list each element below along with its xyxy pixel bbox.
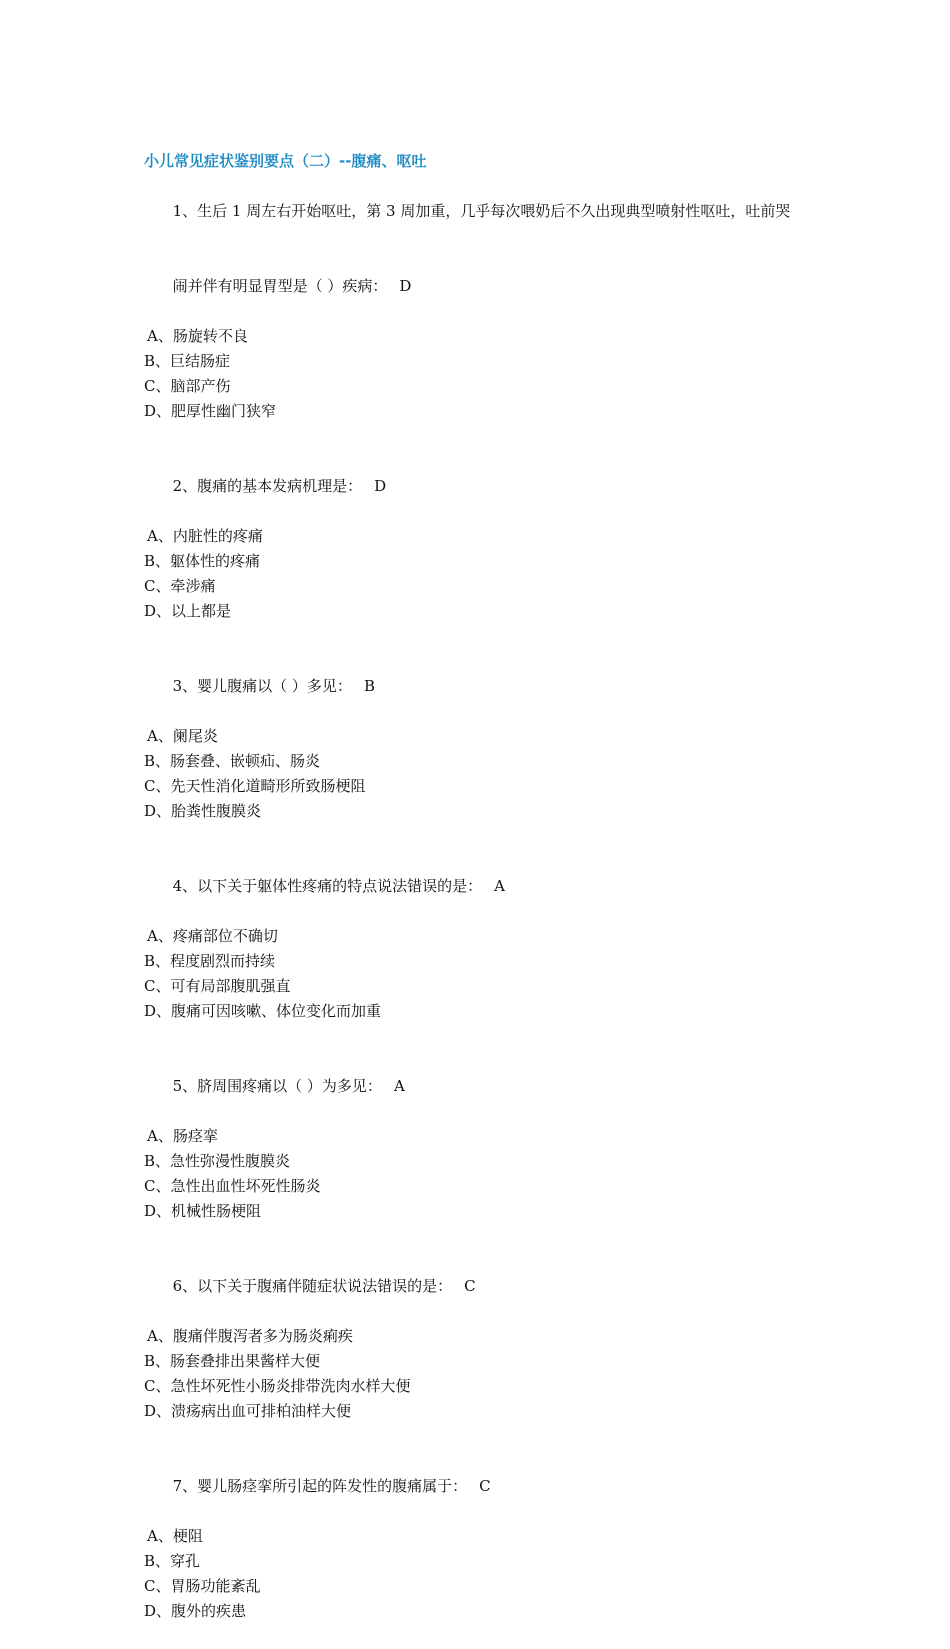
question-stem-text: 1、生后 1 周左右开始呕吐，第 3 周加重，几乎每次喂奶后不久出现典型喷射性呕吐，吐前哭 [172, 202, 791, 220]
question-stem [144, 649, 824, 724]
option-d: D、机械性肠梗阻 [144, 1202, 262, 1220]
option-c: C、先天性消化道畸形所致肠梗阻 [144, 777, 366, 795]
option-a: A、阑尾炎 [147, 727, 218, 745]
question-stem-text: 闹并伴有明显胃型是（ ）疾病： [172, 277, 388, 295]
answer-key: C [464, 1277, 476, 1295]
option-b: B、肠套叠排出果酱样大便 [144, 1352, 321, 1370]
option-a: A、疼痛部位不确切 [147, 927, 278, 945]
option-a: A、肠痉挛 [147, 1127, 218, 1145]
option-a: A、梗阻 [147, 1527, 203, 1545]
option-b: B、急性弥漫性腹膜炎 [144, 1152, 291, 1170]
question-stem-text: 6、以下关于腹痛伴随症状说法错误的是： [172, 1277, 453, 1295]
question-stem [144, 1049, 824, 1124]
option-d: D、腹痛可因咳嗽、体位变化而加重 [144, 1002, 382, 1020]
question-stem-text: 3、婴儿腹痛以（ ）多见： [172, 677, 352, 695]
answer-key: A [393, 1077, 405, 1095]
option-b: B、程度剧烈而持续 [144, 952, 276, 970]
question-3 [144, 649, 824, 824]
question-4 [144, 849, 824, 1024]
answer-key: B [363, 677, 375, 695]
question-stem-text: 4、以下关于躯体性疼痛的特点说法错误的是： [172, 877, 483, 895]
option-a: A、肠旋转不良 [147, 327, 248, 345]
option-b: B、巨结肠症 [144, 352, 231, 370]
option-b: B、躯体性的疼痛 [144, 552, 261, 570]
question-stem-continued [144, 249, 824, 324]
answer-key: D [399, 277, 412, 295]
question-stem [144, 449, 824, 524]
option-c: C、牵涉痛 [144, 577, 216, 595]
answer-key: C [479, 1477, 491, 1495]
option-c: C、可有局部腹肌强直 [144, 977, 291, 995]
option-a: A、腹痛伴腹泻者多为肠炎痢疾 [147, 1327, 353, 1345]
question-stem [144, 849, 824, 924]
answer-key: D [374, 477, 387, 495]
option-d: D、以上都是 [144, 602, 232, 620]
question-5 [144, 1049, 824, 1224]
option-d: D、肥厚性幽门狭窄 [144, 402, 277, 420]
option-c: C、急性坏死性小肠炎排带洗肉水样大便 [144, 1377, 411, 1395]
question-stem [144, 1249, 824, 1324]
question-7 [144, 1449, 824, 1624]
option-c: C、胃肠功能紊乱 [144, 1577, 261, 1595]
option-c: C、脑部产伤 [144, 377, 231, 395]
document-page [144, 149, 824, 1649]
question-1 [144, 174, 824, 424]
question-stem-text: 5、脐周围疼痛以（ ）为多见： [172, 1077, 382, 1095]
question-stem [144, 174, 824, 249]
question-stem [144, 1449, 824, 1524]
option-c: C、急性出血性坏死性肠炎 [144, 1177, 321, 1195]
option-a: A、内脏性的疼痛 [147, 527, 263, 545]
option-b: B、肠套叠、嵌顿疝、肠炎 [144, 752, 321, 770]
option-d: D、溃疡病出血可排柏油样大便 [144, 1402, 352, 1420]
question-stem-text: 7、婴儿肠痉挛所引起的阵发性的腹痛属于： [172, 1477, 468, 1495]
option-d: D、腹外的疾患 [144, 1602, 247, 1620]
option-d: D、胎粪性腹膜炎 [144, 802, 262, 820]
answer-key: A [494, 877, 505, 895]
question-stem-text: 2、腹痛的基本发病机理是： [172, 477, 363, 495]
question-6 [144, 1249, 824, 1424]
document-title: 小儿常见症状鉴别要点（二）--腹痛、呕吐 [144, 152, 427, 170]
question-2 [144, 449, 824, 624]
option-b: B、穿孔 [144, 1552, 201, 1570]
